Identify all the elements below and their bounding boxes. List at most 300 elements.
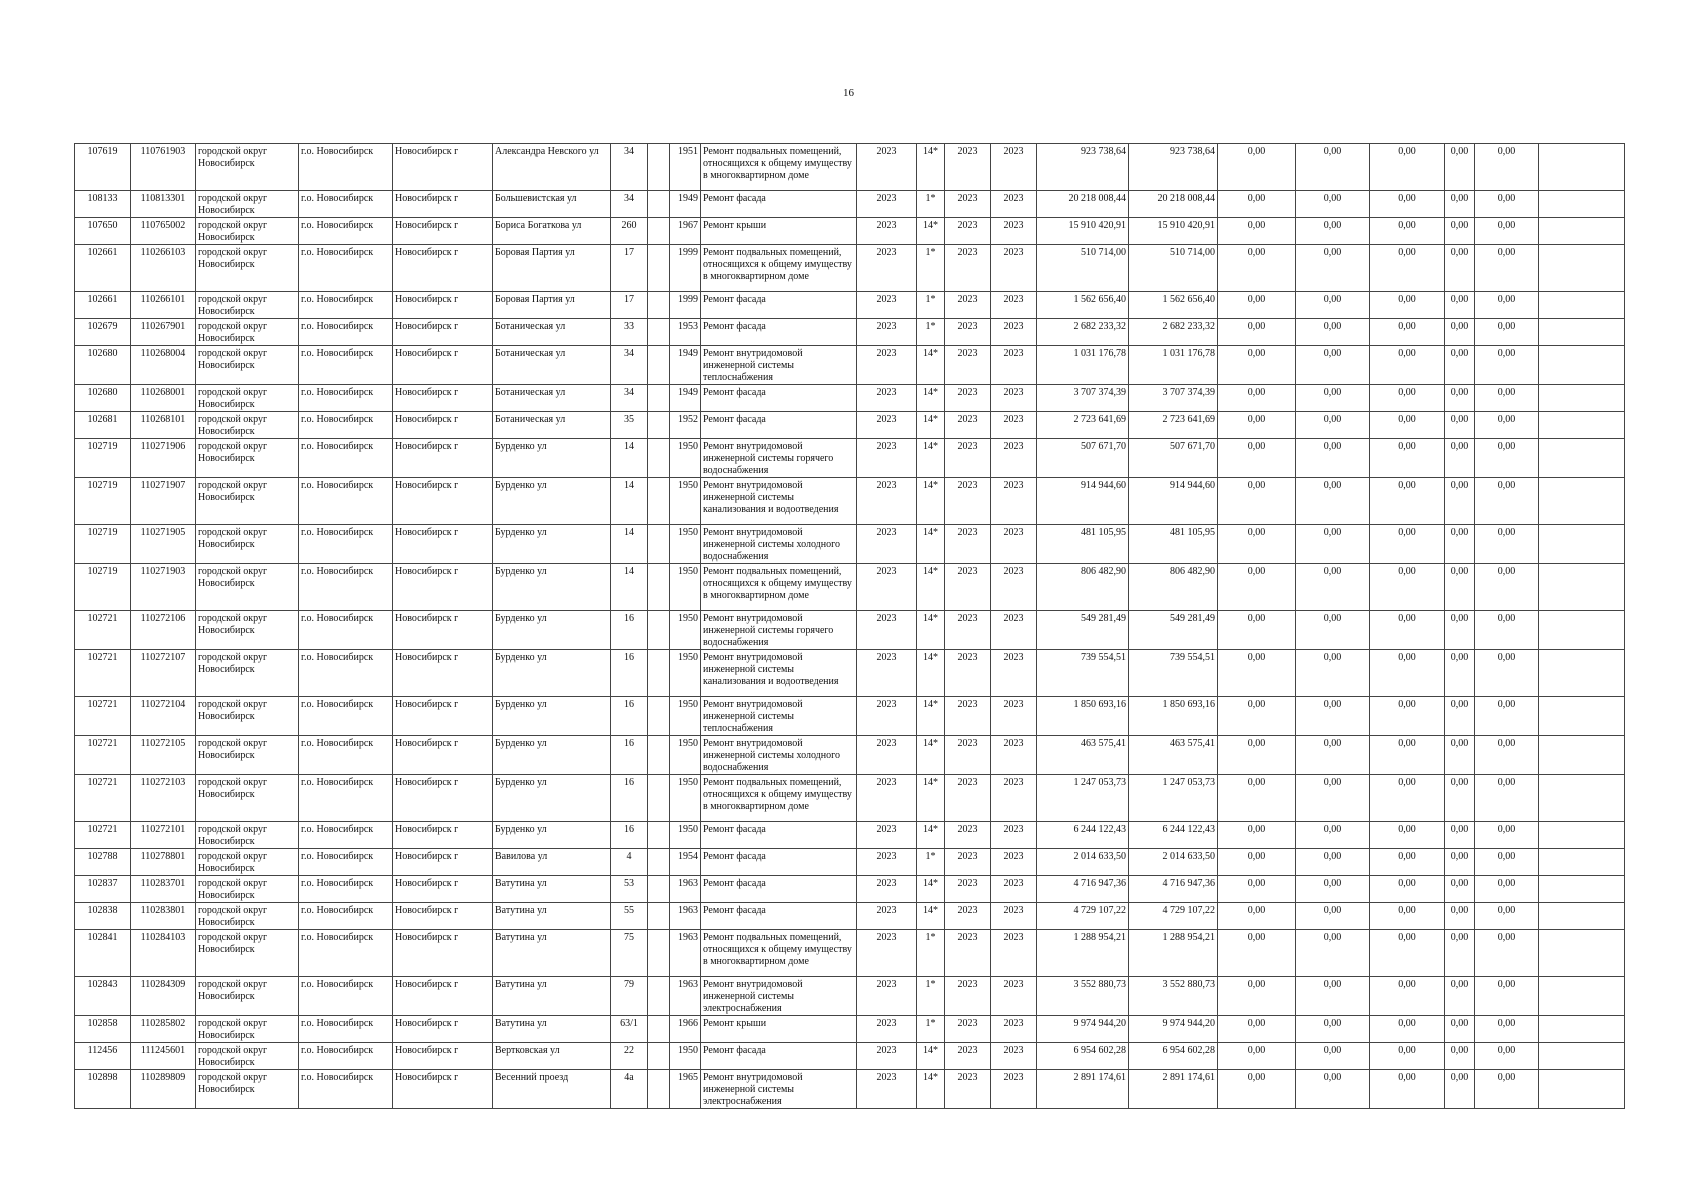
cell-locality: Новосибирск г (393, 611, 493, 650)
cell-local-funds: 0,00 (1370, 736, 1445, 775)
cell-street: Вертковская ул (493, 1043, 611, 1070)
cell-fund-cost: 4 729 107,22 (1129, 903, 1218, 930)
cell-start-year: 2023 (945, 736, 991, 775)
cell-start-year: 2023 (945, 218, 991, 245)
cell-federal-funds: 0,00 (1218, 611, 1296, 650)
cell-municipal-district: г.о. Новосибирск (299, 144, 393, 191)
cell-note (1539, 385, 1625, 412)
cell-house-id: 102719 (75, 564, 131, 611)
cell-regional-funds: 0,00 (1296, 385, 1370, 412)
cell-end-year: 2023 (991, 903, 1037, 930)
cell-federal-funds: 0,00 (1218, 903, 1296, 930)
cell-housing (648, 412, 670, 439)
cell-note (1539, 775, 1625, 822)
cell-house-id: 102843 (75, 977, 131, 1016)
cell-total-cost: 1 288 954,21 (1037, 930, 1129, 977)
cell-work-type: Ремонт внутридомовой инженерной системы холодного водоснабжения (701, 736, 857, 775)
cell-plan-year: 2023 (857, 611, 917, 650)
cell-work-type: Ремонт внутридомовой инженерной системы горячего водоснабжения (701, 611, 857, 650)
cell-street: Бурденко ул (493, 775, 611, 822)
cell-owner-funds: 0,00 (1475, 903, 1539, 930)
cell-category: 1* (917, 191, 945, 218)
cell-locality: Новосибирск г (393, 439, 493, 478)
cell-street: Бурденко ул (493, 650, 611, 697)
cell-municipality: городской округ Новосибирск (196, 144, 299, 191)
cell-owner-funds: 0,00 (1475, 412, 1539, 439)
cell-housing (648, 292, 670, 319)
cell-regional-funds: 0,00 (1296, 346, 1370, 385)
cell-house-id: 102681 (75, 412, 131, 439)
cell-work-type: Ремонт фасада (701, 292, 857, 319)
cell-record-id: 110272104 (131, 697, 196, 736)
cell-start-year: 2023 (945, 478, 991, 525)
cell-end-year: 2023 (991, 1016, 1037, 1043)
cell-regional-funds: 0,00 (1296, 245, 1370, 292)
cell-house-number: 17 (611, 245, 648, 292)
cell-note (1539, 525, 1625, 564)
cell-end-year: 2023 (991, 1043, 1037, 1070)
cell-work-type: Ремонт внутридомовой инженерной системы канализования и водоотведения (701, 478, 857, 525)
cell-build-year: 1999 (670, 245, 701, 292)
cell-record-id: 110266101 (131, 292, 196, 319)
cell-total-cost: 2 723 641,69 (1037, 412, 1129, 439)
cell-other-funds: 0,00 (1445, 439, 1475, 478)
cell-regional-funds: 0,00 (1296, 736, 1370, 775)
cell-category: 1* (917, 245, 945, 292)
cell-house-id: 102680 (75, 346, 131, 385)
cell-note (1539, 903, 1625, 930)
cell-house-id: 102679 (75, 319, 131, 346)
cell-plan-year: 2023 (857, 245, 917, 292)
cell-owner-funds: 0,00 (1475, 319, 1539, 346)
cell-work-type: Ремонт подвальных помещений, относящихся к общему имуществу в многоквартирном доме (701, 245, 857, 292)
cell-total-cost: 914 944,60 (1037, 478, 1129, 525)
cell-plan-year: 2023 (857, 564, 917, 611)
cell-record-id: 110272103 (131, 775, 196, 822)
cell-fund-cost: 20 218 008,44 (1129, 191, 1218, 218)
cell-house-number: 260 (611, 218, 648, 245)
cell-local-funds: 0,00 (1370, 439, 1445, 478)
cell-locality: Новосибирск г (393, 775, 493, 822)
cell-local-funds: 0,00 (1370, 245, 1445, 292)
cell-federal-funds: 0,00 (1218, 1070, 1296, 1109)
cell-municipality: городской округ Новосибирск (196, 478, 299, 525)
cell-start-year: 2023 (945, 292, 991, 319)
cell-other-funds: 0,00 (1445, 1043, 1475, 1070)
cell-housing (648, 346, 670, 385)
cell-locality: Новосибирск г (393, 218, 493, 245)
cell-federal-funds: 0,00 (1218, 478, 1296, 525)
table-row (75, 245, 1625, 292)
cell-record-id: 110761903 (131, 144, 196, 191)
table-row (75, 822, 1625, 849)
cell-total-cost: 507 671,70 (1037, 439, 1129, 478)
cell-house-id: 102721 (75, 822, 131, 849)
cell-fund-cost: 9 974 944,20 (1129, 1016, 1218, 1043)
cell-other-funds: 0,00 (1445, 977, 1475, 1016)
cell-plan-year: 2023 (857, 822, 917, 849)
table-row (75, 736, 1625, 775)
cell-federal-funds: 0,00 (1218, 191, 1296, 218)
cell-category: 14* (917, 478, 945, 525)
cell-house-id: 102661 (75, 245, 131, 292)
cell-start-year: 2023 (945, 822, 991, 849)
cell-municipal-district: г.о. Новосибирск (299, 849, 393, 876)
cell-build-year: 1963 (670, 977, 701, 1016)
cell-house-id: 108133 (75, 191, 131, 218)
cell-housing (648, 930, 670, 977)
cell-build-year: 1950 (670, 650, 701, 697)
cell-start-year: 2023 (945, 650, 991, 697)
cell-other-funds: 0,00 (1445, 245, 1475, 292)
cell-housing (648, 822, 670, 849)
cell-regional-funds: 0,00 (1296, 977, 1370, 1016)
cell-note (1539, 1070, 1625, 1109)
cell-record-id: 110271905 (131, 525, 196, 564)
table-row (75, 775, 1625, 822)
cell-municipality: городской округ Новосибирск (196, 525, 299, 564)
cell-house-number: 79 (611, 977, 648, 1016)
cell-regional-funds: 0,00 (1296, 478, 1370, 525)
cell-category: 14* (917, 775, 945, 822)
cell-fund-cost: 6 954 602,28 (1129, 1043, 1218, 1070)
cell-end-year: 2023 (991, 822, 1037, 849)
cell-other-funds: 0,00 (1445, 412, 1475, 439)
cell-regional-funds: 0,00 (1296, 564, 1370, 611)
cell-build-year: 1950 (670, 439, 701, 478)
cell-build-year: 1950 (670, 611, 701, 650)
cell-fund-cost: 463 575,41 (1129, 736, 1218, 775)
cell-work-type: Ремонт внутридомовой инженерной системы электроснабжения (701, 1070, 857, 1109)
cell-start-year: 2023 (945, 1016, 991, 1043)
cell-record-id: 110268101 (131, 412, 196, 439)
table-row (75, 1070, 1625, 1109)
cell-house-id: 112456 (75, 1043, 131, 1070)
cell-record-id: 110268004 (131, 346, 196, 385)
cell-federal-funds: 0,00 (1218, 977, 1296, 1016)
cell-total-cost: 1 247 053,73 (1037, 775, 1129, 822)
cell-record-id: 110268001 (131, 385, 196, 412)
cell-record-id: 110765002 (131, 218, 196, 245)
cell-owner-funds: 0,00 (1475, 218, 1539, 245)
cell-category: 14* (917, 611, 945, 650)
cell-total-cost: 481 105,95 (1037, 525, 1129, 564)
cell-municipal-district: г.о. Новосибирск (299, 439, 393, 478)
cell-plan-year: 2023 (857, 439, 917, 478)
cell-plan-year: 2023 (857, 412, 917, 439)
cell-work-type: Ремонт внутридомовой инженерной системы горячего водоснабжения (701, 439, 857, 478)
cell-start-year: 2023 (945, 439, 991, 478)
cell-owner-funds: 0,00 (1475, 245, 1539, 292)
cell-house-id: 102788 (75, 849, 131, 876)
cell-regional-funds: 0,00 (1296, 903, 1370, 930)
cell-start-year: 2023 (945, 876, 991, 903)
table-row (75, 525, 1625, 564)
cell-plan-year: 2023 (857, 697, 917, 736)
cell-local-funds: 0,00 (1370, 1070, 1445, 1109)
table-row (75, 876, 1625, 903)
table-row (75, 650, 1625, 697)
cell-record-id: 110271906 (131, 439, 196, 478)
cell-house-id: 107619 (75, 144, 131, 191)
cell-house-id: 102721 (75, 697, 131, 736)
cell-plan-year: 2023 (857, 876, 917, 903)
table-row (75, 144, 1625, 191)
cell-municipal-district: г.о. Новосибирск (299, 525, 393, 564)
cell-federal-funds: 0,00 (1218, 245, 1296, 292)
cell-owner-funds: 0,00 (1475, 650, 1539, 697)
cell-house-id: 102719 (75, 478, 131, 525)
cell-municipality: городской округ Новосибирск (196, 564, 299, 611)
cell-end-year: 2023 (991, 775, 1037, 822)
cell-municipality: городской округ Новосибирск (196, 650, 299, 697)
cell-build-year: 1950 (670, 822, 701, 849)
cell-locality: Новосибирск г (393, 736, 493, 775)
cell-municipality: городской округ Новосибирск (196, 218, 299, 245)
cell-fund-cost: 4 716 947,36 (1129, 876, 1218, 903)
cell-house-number: 34 (611, 191, 648, 218)
cell-federal-funds: 0,00 (1218, 319, 1296, 346)
cell-street: Бурденко ул (493, 697, 611, 736)
cell-fund-cost: 15 910 420,91 (1129, 218, 1218, 245)
cell-work-type: Ремонт фасада (701, 876, 857, 903)
cell-municipal-district: г.о. Новосибирск (299, 346, 393, 385)
cell-record-id: 110266103 (131, 245, 196, 292)
cell-municipal-district: г.о. Новосибирск (299, 775, 393, 822)
cell-record-id: 110283801 (131, 903, 196, 930)
cell-locality: Новосибирск г (393, 319, 493, 346)
cell-fund-cost: 2 014 633,50 (1129, 849, 1218, 876)
cell-total-cost: 806 482,90 (1037, 564, 1129, 611)
cell-end-year: 2023 (991, 292, 1037, 319)
cell-other-funds: 0,00 (1445, 697, 1475, 736)
cell-house-id: 102838 (75, 903, 131, 930)
cell-end-year: 2023 (991, 1070, 1037, 1109)
cell-end-year: 2023 (991, 564, 1037, 611)
cell-total-cost: 6 954 602,28 (1037, 1043, 1129, 1070)
cell-street: Ватутина ул (493, 876, 611, 903)
cell-start-year: 2023 (945, 564, 991, 611)
cell-start-year: 2023 (945, 1043, 991, 1070)
cell-build-year: 1950 (670, 525, 701, 564)
cell-fund-cost: 1 562 656,40 (1129, 292, 1218, 319)
page-number: 16 (843, 87, 854, 99)
table-row (75, 478, 1625, 525)
cell-build-year: 1951 (670, 144, 701, 191)
cell-local-funds: 0,00 (1370, 385, 1445, 412)
cell-regional-funds: 0,00 (1296, 876, 1370, 903)
cell-street: Ватутина ул (493, 977, 611, 1016)
cell-house-id: 102898 (75, 1070, 131, 1109)
cell-record-id: 110813301 (131, 191, 196, 218)
cell-note (1539, 346, 1625, 385)
cell-house-number: 14 (611, 439, 648, 478)
cell-plan-year: 2023 (857, 849, 917, 876)
cell-owner-funds: 0,00 (1475, 775, 1539, 822)
cell-end-year: 2023 (991, 218, 1037, 245)
cell-fund-cost: 2 723 641,69 (1129, 412, 1218, 439)
cell-regional-funds: 0,00 (1296, 822, 1370, 849)
cell-fund-cost: 1 031 176,78 (1129, 346, 1218, 385)
cell-municipality: городской округ Новосибирск (196, 439, 299, 478)
cell-street: Ватутина ул (493, 930, 611, 977)
cell-note (1539, 292, 1625, 319)
cell-locality: Новосибирск г (393, 977, 493, 1016)
cell-other-funds: 0,00 (1445, 385, 1475, 412)
cell-municipal-district: г.о. Новосибирск (299, 412, 393, 439)
cell-housing (648, 736, 670, 775)
cell-housing (648, 218, 670, 245)
cell-start-year: 2023 (945, 144, 991, 191)
cell-local-funds: 0,00 (1370, 346, 1445, 385)
cell-municipality: городской округ Новосибирск (196, 191, 299, 218)
cell-work-type: Ремонт внутридомовой инженерной системы теплоснабжения (701, 697, 857, 736)
cell-record-id: 110284309 (131, 977, 196, 1016)
cell-work-type: Ремонт подвальных помещений, относящихся к общему имуществу в многоквартирном доме (701, 930, 857, 977)
cell-work-type: Ремонт фасада (701, 849, 857, 876)
cell-total-cost: 1 562 656,40 (1037, 292, 1129, 319)
cell-municipal-district: г.о. Новосибирск (299, 1070, 393, 1109)
cell-start-year: 2023 (945, 775, 991, 822)
cell-other-funds: 0,00 (1445, 564, 1475, 611)
cell-local-funds: 0,00 (1370, 191, 1445, 218)
cell-house-number: 22 (611, 1043, 648, 1070)
cell-work-type: Ремонт фасада (701, 385, 857, 412)
cell-category: 14* (917, 1070, 945, 1109)
cell-federal-funds: 0,00 (1218, 218, 1296, 245)
cell-record-id: 110283701 (131, 876, 196, 903)
cell-plan-year: 2023 (857, 903, 917, 930)
cell-end-year: 2023 (991, 697, 1037, 736)
cell-house-number: 16 (611, 650, 648, 697)
cell-other-funds: 0,00 (1445, 650, 1475, 697)
cell-house-number: 35 (611, 412, 648, 439)
cell-category: 14* (917, 736, 945, 775)
cell-owner-funds: 0,00 (1475, 191, 1539, 218)
cell-total-cost: 9 974 944,20 (1037, 1016, 1129, 1043)
cell-work-type: Ремонт внутридомовой инженерной системы электроснабжения (701, 977, 857, 1016)
cell-note (1539, 191, 1625, 218)
cell-other-funds: 0,00 (1445, 903, 1475, 930)
cell-municipal-district: г.о. Новосибирск (299, 245, 393, 292)
cell-local-funds: 0,00 (1370, 849, 1445, 876)
cell-category: 14* (917, 525, 945, 564)
cell-local-funds: 0,00 (1370, 564, 1445, 611)
cell-record-id: 110272101 (131, 822, 196, 849)
cell-build-year: 1967 (670, 218, 701, 245)
cell-other-funds: 0,00 (1445, 191, 1475, 218)
cell-build-year: 1949 (670, 346, 701, 385)
cell-local-funds: 0,00 (1370, 144, 1445, 191)
cell-regional-funds: 0,00 (1296, 1070, 1370, 1109)
cell-municipal-district: г.о. Новосибирск (299, 876, 393, 903)
cell-total-cost: 2 891 174,61 (1037, 1070, 1129, 1109)
cell-fund-cost: 510 714,00 (1129, 245, 1218, 292)
cell-category: 1* (917, 977, 945, 1016)
cell-fund-cost: 507 671,70 (1129, 439, 1218, 478)
cell-end-year: 2023 (991, 245, 1037, 292)
cell-build-year: 1950 (670, 736, 701, 775)
cell-fund-cost: 923 738,64 (1129, 144, 1218, 191)
cell-local-funds: 0,00 (1370, 1016, 1445, 1043)
cell-housing (648, 775, 670, 822)
cell-owner-funds: 0,00 (1475, 849, 1539, 876)
cell-note (1539, 650, 1625, 697)
cell-build-year: 1952 (670, 412, 701, 439)
cell-note (1539, 1043, 1625, 1070)
cell-total-cost: 2 682 233,32 (1037, 319, 1129, 346)
cell-federal-funds: 0,00 (1218, 930, 1296, 977)
cell-record-id: 111245601 (131, 1043, 196, 1070)
cell-note (1539, 977, 1625, 1016)
cell-municipal-district: г.о. Новосибирск (299, 1016, 393, 1043)
table-row (75, 977, 1625, 1016)
cell-municipality: городской округ Новосибирск (196, 319, 299, 346)
cell-municipal-district: г.о. Новосибирск (299, 191, 393, 218)
cell-build-year: 1954 (670, 849, 701, 876)
cell-end-year: 2023 (991, 849, 1037, 876)
table-row (75, 412, 1625, 439)
cell-end-year: 2023 (991, 346, 1037, 385)
cell-start-year: 2023 (945, 191, 991, 218)
cell-fund-cost: 3 552 880,73 (1129, 977, 1218, 1016)
cell-federal-funds: 0,00 (1218, 1016, 1296, 1043)
cell-record-id: 110267901 (131, 319, 196, 346)
cell-locality: Новосибирск г (393, 903, 493, 930)
cell-federal-funds: 0,00 (1218, 822, 1296, 849)
cell-house-number: 16 (611, 822, 648, 849)
cell-category: 14* (917, 822, 945, 849)
cell-local-funds: 0,00 (1370, 218, 1445, 245)
cell-end-year: 2023 (991, 736, 1037, 775)
cell-end-year: 2023 (991, 977, 1037, 1016)
cell-locality: Новосибирск г (393, 876, 493, 903)
cell-work-type: Ремонт фасада (701, 412, 857, 439)
cell-build-year: 1949 (670, 191, 701, 218)
cell-municipality: городской округ Новосибирск (196, 849, 299, 876)
cell-category: 14* (917, 876, 945, 903)
cell-regional-funds: 0,00 (1296, 218, 1370, 245)
cell-owner-funds: 0,00 (1475, 144, 1539, 191)
cell-owner-funds: 0,00 (1475, 697, 1539, 736)
cell-build-year: 1950 (670, 478, 701, 525)
cell-total-cost: 3 707 374,39 (1037, 385, 1129, 412)
cell-locality: Новосибирск г (393, 1016, 493, 1043)
cell-start-year: 2023 (945, 697, 991, 736)
cell-owner-funds: 0,00 (1475, 1016, 1539, 1043)
cell-street: Бурденко ул (493, 439, 611, 478)
cell-start-year: 2023 (945, 319, 991, 346)
cell-total-cost: 4 729 107,22 (1037, 903, 1129, 930)
cell-fund-cost: 1 247 053,73 (1129, 775, 1218, 822)
cell-house-id: 102721 (75, 736, 131, 775)
cell-housing (648, 525, 670, 564)
cell-locality: Новосибирск г (393, 525, 493, 564)
cell-house-number: 33 (611, 319, 648, 346)
cell-build-year: 1965 (670, 1070, 701, 1109)
table-row (75, 292, 1625, 319)
cell-local-funds: 0,00 (1370, 292, 1445, 319)
cell-category: 14* (917, 439, 945, 478)
cell-housing (648, 876, 670, 903)
cell-plan-year: 2023 (857, 736, 917, 775)
table-row (75, 385, 1625, 412)
cell-housing (648, 319, 670, 346)
cell-local-funds: 0,00 (1370, 822, 1445, 849)
cell-street: Боровая Партия ул (493, 245, 611, 292)
cell-municipality: городской округ Новосибирск (196, 346, 299, 385)
cell-housing (648, 849, 670, 876)
